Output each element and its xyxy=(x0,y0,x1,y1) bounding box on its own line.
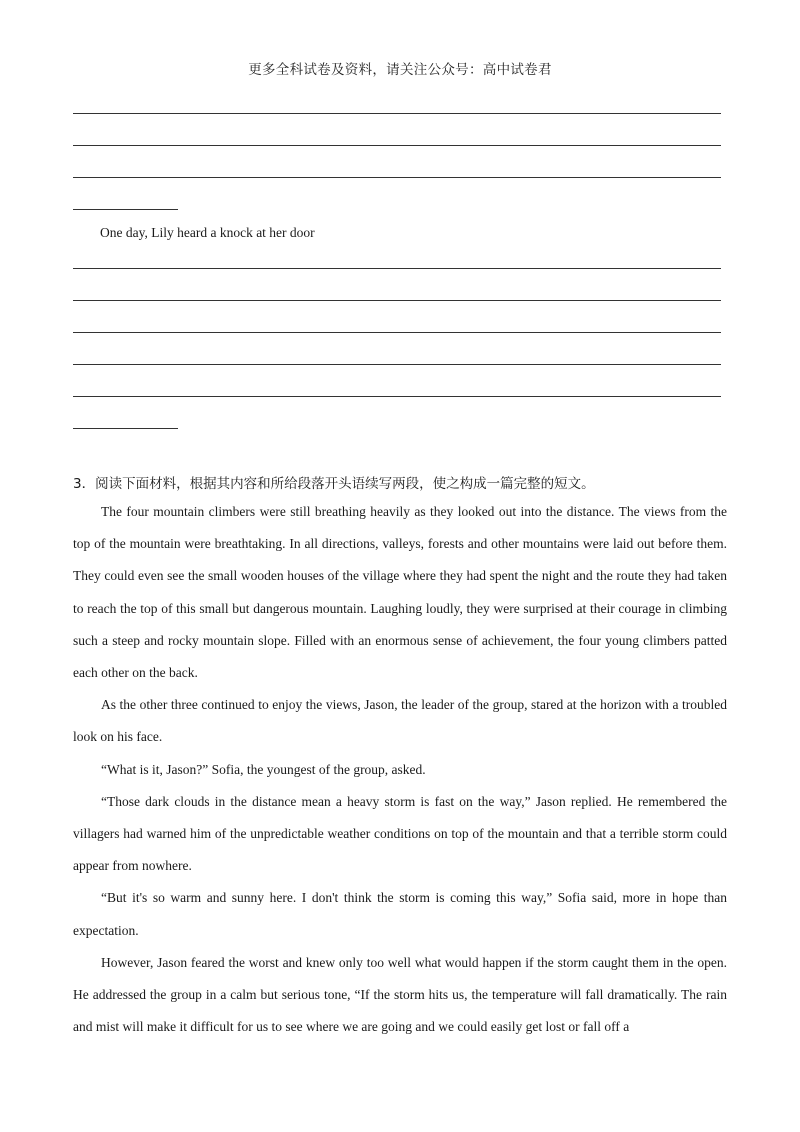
writing-line-short xyxy=(73,428,178,429)
writing-line xyxy=(73,268,721,269)
writing-line-short xyxy=(73,209,178,210)
writing-line xyxy=(73,145,721,146)
question-title: 3．阅读下面材料，根据其内容和所给段落开头语续写两段，使之构成一篇完整的短文。 xyxy=(73,476,595,492)
passage-paragraph: “But it's so warm and sunny here. I don't think the storm is coming this way,” Sofia said, more in hope than expectation. xyxy=(73,890,727,938)
writing-line xyxy=(73,364,721,365)
writing-line xyxy=(73,396,721,397)
writing-line xyxy=(73,300,721,301)
writing-line xyxy=(73,113,721,114)
passage-paragraph: “Those dark clouds in the distance mean a heavy storm is fast on the way,” Jason replied. He remembered the villagers had warned him of the unpredictable weather conditions on top of the mountain and that a terrible storm could appear from nowhere. xyxy=(73,793,727,874)
passage-paragraph: However, Jason feared the worst and knew only too well what would happen if the storm caught them in the open. He addressed the group in a calm but serious tone, “If the storm hits us, the temperature will fall dramatically. The rain and mist will make it difficult for us to see where we are going and we could easily get lost or fall off a xyxy=(73,954,727,1035)
passage-paragraph: The four mountain climbers were still breathing heavily as they looked out into the distance. The views from the top of the mountain were breathtaking. In all directions, valleys, forests and other mountains were laid out before them. They could even see the small wooden houses of the village where they had spent the night and the route they had taken to reach the top of this small but dangerous mountain. Laughing loudly, they were surprised at their courage in climbing such a steep and rocky mountain slope. Filled with an enormous sense of achievement, the four young climbers patted each other on the back. xyxy=(73,504,727,681)
continuation-prompt: One day, Lily heard a knock at her door xyxy=(100,225,315,240)
reading-passage xyxy=(73,496,727,1043)
writing-line xyxy=(73,177,721,178)
writing-line xyxy=(73,332,721,333)
page-header: 更多全科试卷及资料，请关注公众号：高中试卷君 xyxy=(248,62,552,78)
passage-paragraph: “What is it, Jason?” Sofia, the youngest of the group, asked. xyxy=(101,761,426,777)
passage-paragraph: As the other three continued to enjoy the views, Jason, the leader of the group, stared at the horizon with a troubled look on his face. xyxy=(73,697,727,745)
